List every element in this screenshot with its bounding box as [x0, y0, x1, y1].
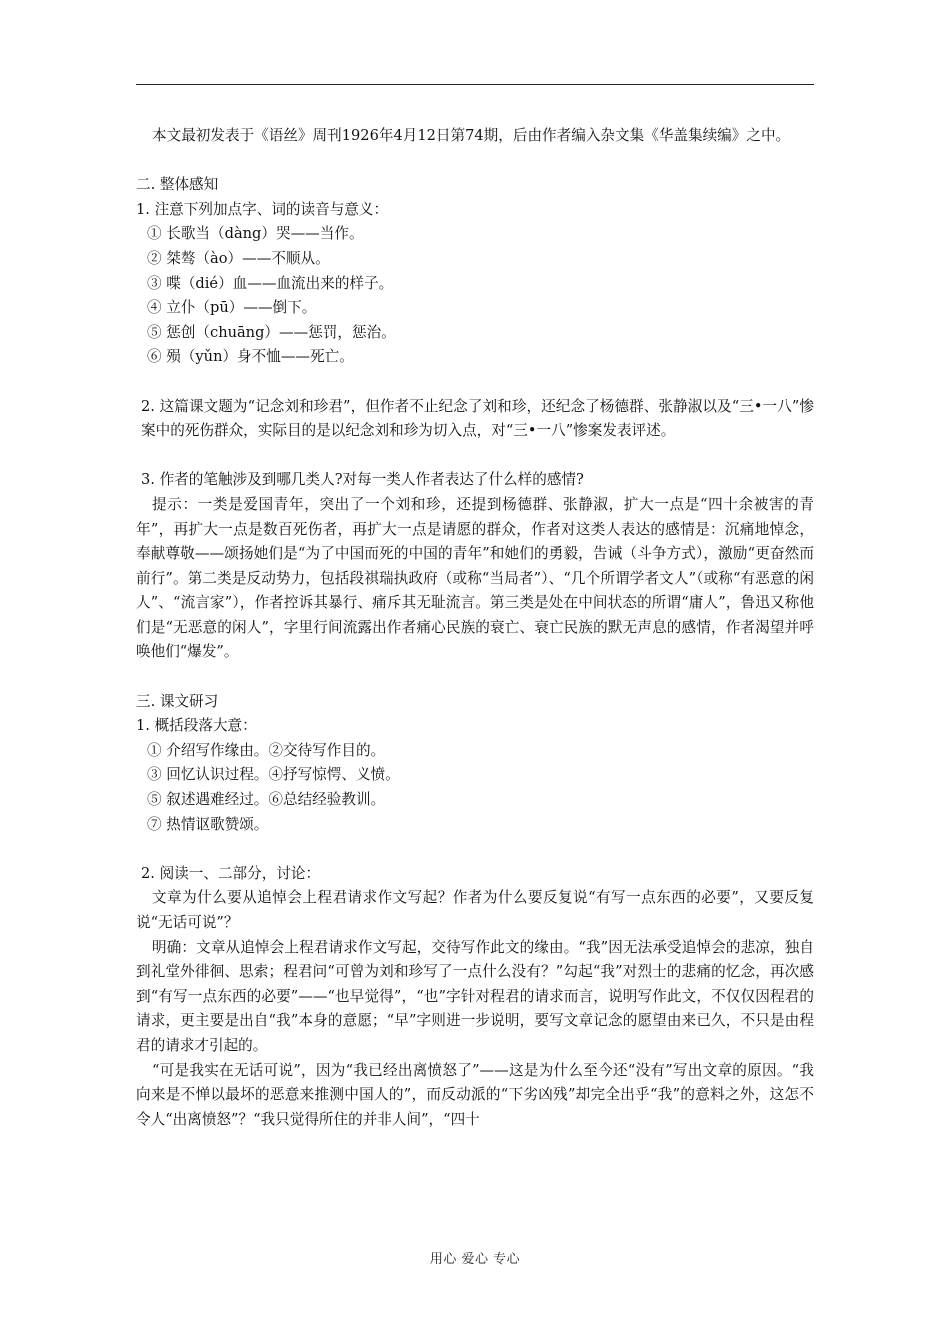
question-3-hint: 提示：一类是爱国青年，突出了一个刘和珍，还提到杨德群、张静淑，扩大一点是“四十余被害的青年”，再扩大一点是数百死伤者，再扩大一点是请愿的群众，作者对这类人表达的感情是：沉痛地悼念，奉献尊敬——颂扬她们是“为了中国而死的中国的青年”和她们的勇毅，告诫（斗争方式），激励“更奋然而前行”。第二类是反动势力，包括段祺瑞执政府（或称“当局者”）、“几个所谓学者文人”（或称“有恶意的闲人”、“流言家”），作者控诉其暴行、痛斥其无耻流言。第三类是处在中间状态的所谓“庸人”，鲁迅又称他们是“无恶意的闲人”，字里行间流露出作者痛心民族的衰亡、衰亡民族的默无声息的感情，作者渴望并呼唤他们“爆发”。: [136, 495, 814, 661]
question-1-title: 1. 注意下列加点字、词的读音与意义：: [136, 200, 389, 218]
section-heading-study: 三. 课文研习: [136, 692, 219, 710]
vocab-item: ③ 喋（dié）血——血流出来的样子。: [147, 274, 394, 292]
vocab-item: ① 长歌当（dàng）哭——当作。: [147, 225, 364, 243]
question-2-reading-question: 文章为什么要从追悼会上程君请求作文写起？作者为什么要反复说“有写一点东西的必要”，又要反复说“无话可说”？: [136, 889, 814, 931]
page-footer: 用心 爱心 专心: [429, 1252, 521, 1267]
question-2-reading-paragraph: “可是我实在无话可说”，因为“我已经出离愤怒了”——这是为什么至今还“没有”写出文章的原因。“我向来是不惮以最坏的恶意来推测中国人的”，而反动派的“下劣凶残”却完全出乎“我”的意料之外，这怎不令人“出离愤怒”？“我只觉得所住的并非人间”，“四十: [136, 1061, 814, 1128]
question-2-reading-title: 2. 阅读一、二部分，讨论：: [141, 864, 321, 882]
summary-item: ③ 回忆认识过程。④抒写惊愕、义愤。: [147, 766, 400, 784]
header-rule: [136, 84, 814, 85]
section-heading-overview: 二. 整体感知: [136, 176, 219, 194]
question-3-title: 3. 作者的笔触涉及到哪几类人?对每一类人作者表达了什么样的感情?: [141, 471, 584, 489]
summary-item: ① 介绍写作缘由。②交待写作目的。: [147, 741, 386, 759]
summary-item: ⑦ 热情讴歌赞颂。: [147, 815, 269, 833]
vocab-item: ⑥ 殒（yǔn）身不恤——死亡。: [147, 348, 354, 366]
vocab-item: ④ 立仆（pū）——倒下。: [147, 299, 317, 317]
vocab-item: ⑤ 惩创（chuāng）——惩罚，惩治。: [147, 323, 396, 341]
vocab-item: ② 桀骜（ào）——不顺从。: [147, 249, 330, 267]
question-2-reading-answer: 明确：文章从追悼会上程君请求作文写起，交待写作此文的缘由。“我”因无法承受追悼会的悲凉，独自到礼堂外徘徊、思索；程君问“可曾为刘和珍写了一点什么没有？”勾起“我”对烈士的悲痛的忆念，再次感到“有写一点东西的必要”——“也早觉得”，“也”字针对程君的请求而言，说明写作此文，不仅仅因程君的请求，更主要是出自“我”本身的意愿；“早”字则进一步说明，要写文章记念的愿望由来已久，不只是由程君的请求才引起的。: [136, 938, 814, 1054]
question-1-summary-title: 1. 概括段落大意：: [136, 717, 257, 735]
intro-paragraph: 本文最初发表于《语丝》周刊1926年4月12日第74期，后由作者编入杂文集《华盖集续编》之中。: [152, 127, 791, 144]
question-2-paragraph: 2. 这篇课文题为“记念刘和珍君”，但作者不止纪念了刘和珍，还纪念了杨德群、张静淑以及“三•一八”惨案中的死伤群众，实际目的是以纪念刘和珍为切入点，对“三•一八”惨案发表评述。: [141, 397, 814, 440]
document-body: [136, 124, 814, 1132]
summary-item: ⑤ 叙述遇难经过。⑥总结经验教训。: [147, 791, 386, 809]
